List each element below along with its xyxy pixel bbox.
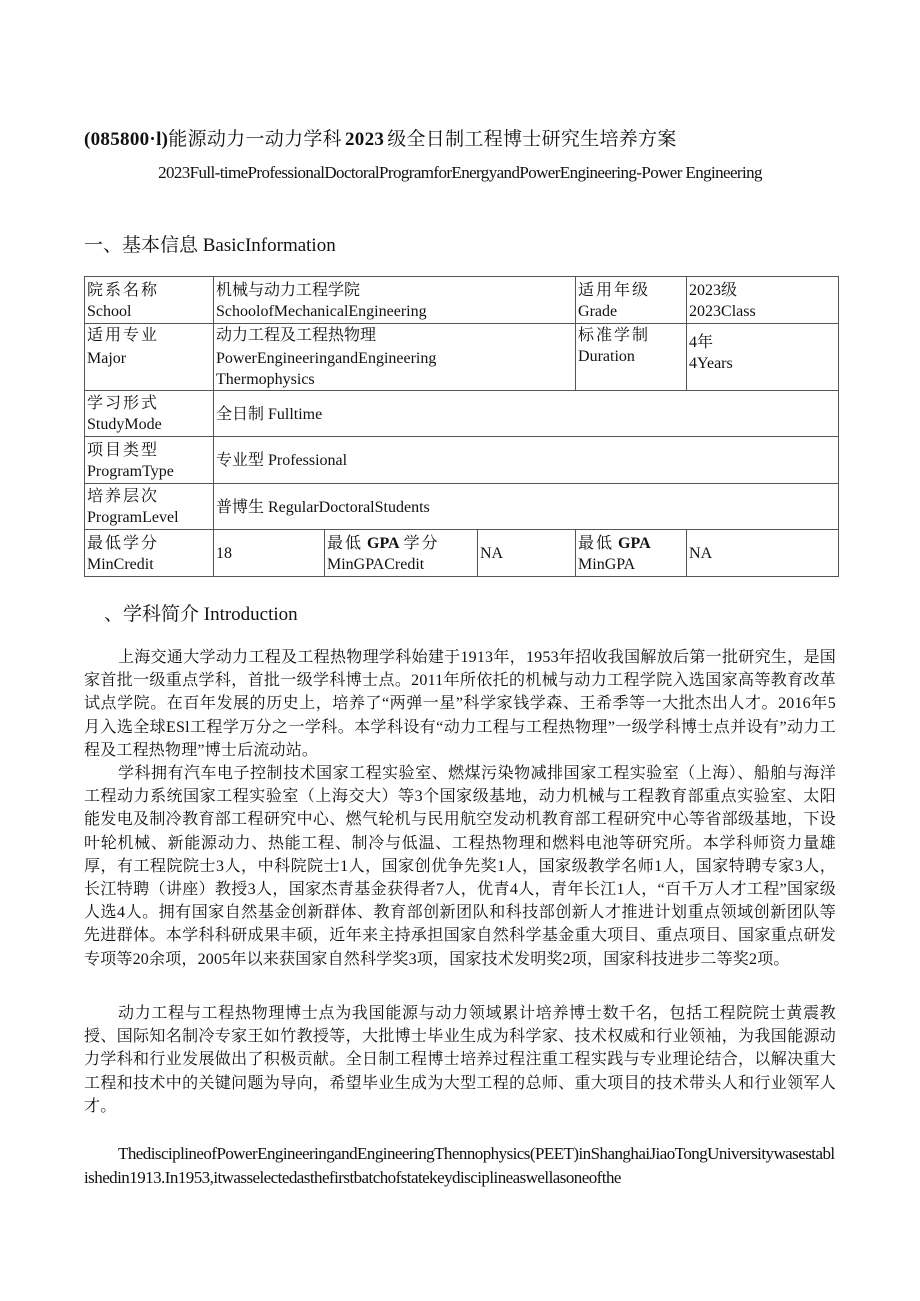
grade-value bbox=[687, 277, 839, 324]
title-code: (085800·l) bbox=[84, 129, 169, 150]
label-zh: 院系名称 bbox=[87, 281, 160, 299]
label-bold: GPA bbox=[367, 534, 400, 552]
value-zh: 动力工程及工程热物理 bbox=[216, 327, 377, 344]
major-label bbox=[85, 324, 214, 391]
label-en: MinCredit bbox=[87, 555, 154, 573]
label-en: StudyMode bbox=[87, 416, 162, 433]
value-zh: 4年 bbox=[689, 333, 714, 351]
label-zh: 学分 bbox=[403, 534, 440, 552]
label-en: Major bbox=[87, 350, 127, 367]
min-gpa-value: NA bbox=[687, 530, 839, 577]
label-en: MinGPACredit bbox=[327, 555, 425, 573]
intro-paragraph-3: 动力工程与工程热物理博士点为我国能源与动力领域累计培养博士数千名，包括工程院院士黄震教授、国际知名制冷专家王如竹教授等，大批博士毕业生成为科学家、技术权威和行业领袖，为我国能源动力学科和行业发展做出了积极贡献。全日制工程博士培养过程注重工程实践与专业理论结合，以解决重大工程和技术中的关键问题为导向，希望毕业生成为大型工程的总师、重大项目的技术带头人和行业领军人才。 bbox=[84, 1005, 836, 1115]
label-en: ProgramLevel bbox=[87, 509, 179, 526]
label-en: School bbox=[87, 302, 132, 320]
min-gpa-credit-label bbox=[325, 530, 478, 577]
label-zh: 标准学制 bbox=[578, 327, 651, 344]
table-row bbox=[85, 391, 839, 437]
title-year: 2023 bbox=[344, 129, 385, 150]
grade-label bbox=[576, 277, 687, 324]
label-en: ProgramType bbox=[87, 462, 174, 480]
study-mode-value: 全日制 Fulltime bbox=[214, 391, 839, 437]
value-zh: 2023级 bbox=[689, 281, 738, 299]
school-label bbox=[85, 277, 214, 324]
document-title bbox=[84, 124, 677, 151]
section-heading-basic-info: 一、基本信息 BasicInformation bbox=[84, 235, 336, 256]
table-row bbox=[85, 277, 839, 324]
value-en: 4Years bbox=[689, 354, 733, 372]
table-row bbox=[85, 530, 839, 577]
study-mode-label bbox=[85, 391, 214, 437]
basic-info-table bbox=[84, 276, 839, 577]
document-subtitle: 2023Full-timeProfessionalDoctoralProgramforEnergyandPowerEngineering-Power Engineering bbox=[158, 163, 762, 182]
value-en: 2023Class bbox=[689, 302, 756, 320]
label-zh: 培养层次 bbox=[87, 488, 160, 505]
table-row bbox=[85, 324, 839, 391]
label-zh: 项目类型 bbox=[87, 441, 160, 459]
min-credit-value: 18 bbox=[214, 530, 325, 577]
major-value bbox=[214, 324, 576, 391]
label-zh: 适用年级 bbox=[578, 281, 651, 299]
duration-label bbox=[576, 324, 687, 391]
title-part2: 级全日制工程博士研究生培养方案 bbox=[387, 129, 677, 150]
value-en: SchoolofMechanicalEngineering bbox=[216, 302, 427, 320]
intro-paragraph-english: ThedisciplineofPowerEngineeringandEngineeringThennophysics(PEET)inShanghaiJiaoTongUniversitywasestablishedin1913.In1953,itwasselectedasthefirstbatchofstatekeydisciplineaswellasoneofthe bbox=[84, 1144, 835, 1187]
program-type-label bbox=[85, 437, 214, 484]
min-credit-label bbox=[85, 530, 214, 577]
intro-paragraph-1: 上海交通大学动力工程及工程热物理学科始建于1913年，1953年招收我国解放后第一批研究生，是国家首批一级重点学科，首批一级学科博士点。2011年所依托的机械与动力工程学院入选国家高等教育改革试点学院。在百年发展的历史上，培养了“两弹一星”科学家钱学森、王希季等一大批杰出人才。2016年5月入选全球ESl工程学万分之一学科。本学科设有“动力工程与工程热物理”一级学科博士点并设有”动力工程及工程热物理”博士后流动站。 bbox=[84, 649, 836, 759]
label-bold: GPA bbox=[618, 534, 651, 552]
label-zh: 最低 bbox=[327, 534, 364, 552]
value-en: PowerEngineeringandEngineering Thermophysics bbox=[216, 350, 437, 388]
intro-paragraph-2: 学科拥有汽车电子控制技术国家工程实验室、燃煤污染物减排国家工程实验室（上海）、船舶与海洋工程动力系统国家工程实验室（上海交大）等3个国家级基地，动力机械与工程教育部重点实验室、太阳能发电及制冷教育部工程研究中心、燃气轮机与民用航空发动机教育部工程研究中心等省部级基地，下设叶轮机械、新能源动力、热能工程、制冷与低温、工程热物理和燃料电池等研究所。本学科师资力量雄厚，有工程院院士3人，中科院院士1人，国家创优争先奖1人，国家级教学名师1人，国家特聘专家3人，长江特聘（讲座）教授3人，国家杰青基金获得者7人，优青4人，青年长江1人，“百千万人才工程”国家级人选4人。拥有国家自然基金创新群体、教育部创新团队和科技部创新人才推进计划重点领域创新团队等先进群体。本学科科研成果丰硕，近年来主持承担国家自然科学基金重大项目、重点项目、国家重点研发专项等20余项，2005年以来获国家自然科学奖3项，国家技术发明奖2项，国家科技进步二等奖2项。 bbox=[84, 765, 836, 968]
table-row bbox=[85, 437, 839, 484]
section-heading-introduction: 、学科简介 Introduction bbox=[104, 604, 298, 625]
program-type-value: 专业型 Professional bbox=[214, 437, 839, 484]
school-value bbox=[214, 277, 576, 324]
duration-value bbox=[687, 324, 839, 391]
label-en: Duration bbox=[578, 348, 635, 365]
title-part1: 能源动力一动力学科 bbox=[168, 129, 342, 150]
program-level-label bbox=[85, 484, 214, 530]
table-row bbox=[85, 484, 839, 530]
label-en: MinGPA bbox=[578, 555, 636, 573]
label-zh: 适用专业 bbox=[87, 327, 160, 344]
label-en: Grade bbox=[578, 302, 618, 320]
label-zh: 学习形式 bbox=[87, 395, 160, 412]
value-zh: 机械与动力工程学院 bbox=[216, 281, 361, 299]
label-zh: 最低学分 bbox=[87, 534, 160, 552]
min-gpa-credit-value: NA bbox=[478, 530, 576, 577]
min-gpa-label bbox=[576, 530, 687, 577]
label-zh: 最低 bbox=[578, 534, 615, 552]
program-level-value: 普博生 RegularDoctoralStudents bbox=[214, 484, 839, 530]
